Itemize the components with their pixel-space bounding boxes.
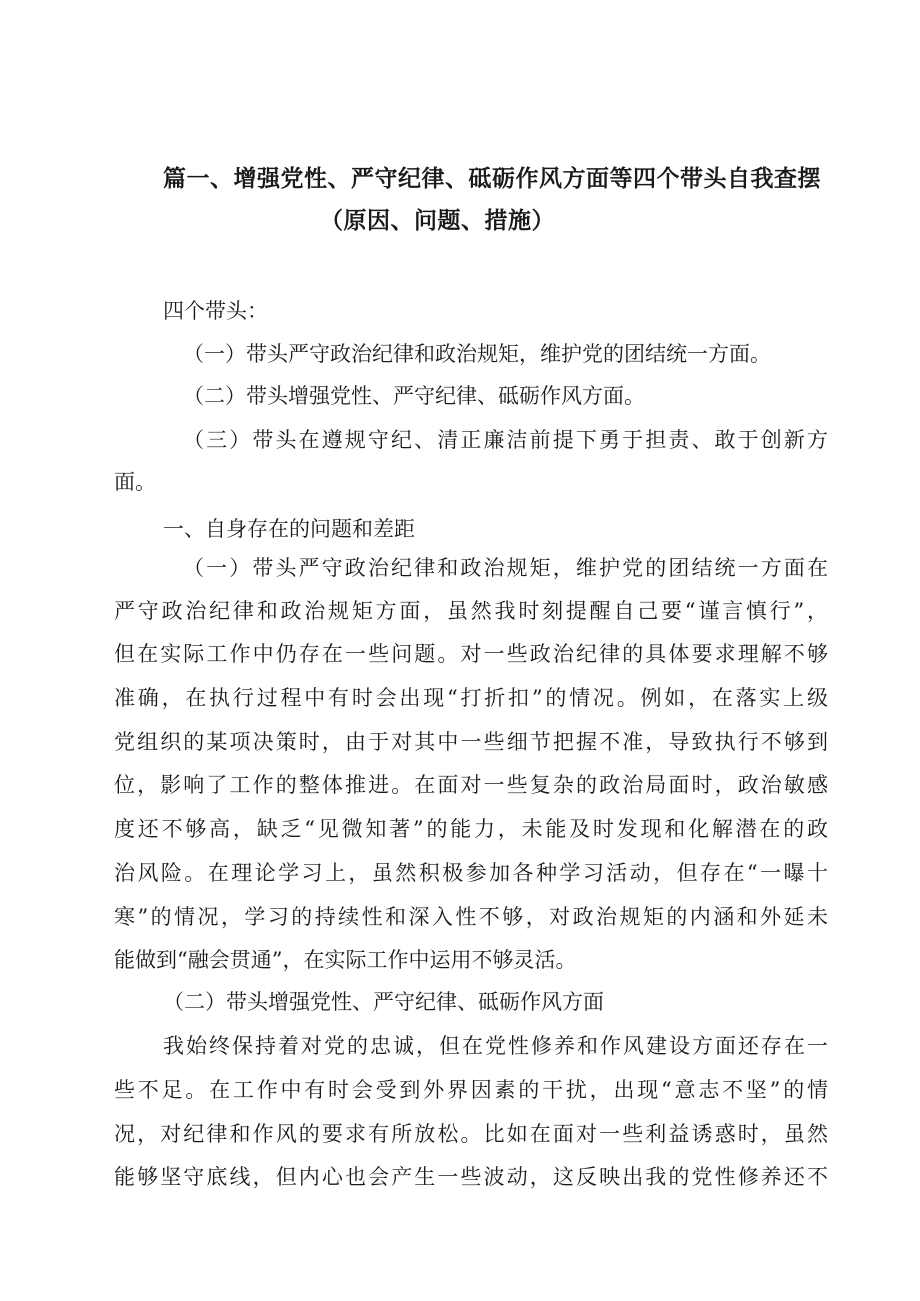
document-title-line-2: （原因、问题、措施） [320,208,555,234]
paragraph-line: 能做到“融会贯通”，在实际工作中运用不够灵活。 [114,948,577,972]
intro-label: 四个带头： [163,299,268,323]
paragraph-line: 但在实际工作中仍存在一些问题。对一些政治纪律的具体要求理解不够 [114,642,828,666]
paragraph-line: 准确，在执行过程中有时会出现“打折扣”的情况。例如，在落实上级 [114,686,828,710]
paragraph-line: 些不足。在工作中有时会受到外界因素的干扰，出现“意志不坚”的情 [114,1078,828,1102]
paragraph-line: 能够坚守底线，但内心也会产生一些波动，这反映出我的党性修养还不 [114,1165,828,1189]
paragraph-line: 位，影响了工作的整体推进。在面对一些复杂的政治局面时，政治敏感 [114,773,828,797]
intro-item-3-line-2: 面。 [114,470,156,494]
paragraph-line: 治风险。在理论学习上，虽然积极参加各种学习活动，但存在“一曝十 [114,861,828,885]
document-title-line-1: 篇一、增强党性、严守纪律、砥砺作风方面等四个带头自我查摆 [163,166,821,192]
paragraph-line: 党组织的某项决策时，由于对其中一些细节把握不准，导致执行不够到 [114,730,828,754]
paragraph-line: 况，对纪律和作风的要求有所放松。比如在面对一些利益诱惑时，虽然 [114,1122,828,1146]
intro-item-3-line-1: （三）带头在遵规守纪、清正廉洁前提下勇于担责、敢于创新方 [183,428,828,452]
paragraph-line: 度还不够高，缺乏“见微知著”的能力，未能及时发现和化解潜在的政 [114,817,828,841]
section-heading: 一、自身存在的问题和差距 [163,517,415,541]
paragraph-line: 严守政治纪律和政治规矩方面，虽然我时刻提醒自己要“谨言慎行”， [114,599,828,623]
paragraph-line: 我始终保持着对党的忠诚，但在党性修养和作风建设方面还存在一 [163,1034,828,1058]
intro-item-2: （二）带头增强党性、严守纪律、砥砺作风方面。 [183,384,645,408]
intro-item-1: （一）带头严守政治纪律和政治规矩，维护党的团结统一方面。 [183,342,771,366]
subsection-heading-2: （二）带头增强党性、严守纪律、砥砺作风方面 [163,990,604,1014]
paragraph-line: 寒”的情况，学习的持续性和深入性不够，对政治规矩的内涵和外延未 [114,905,828,929]
paragraph-line: （一）带头严守政治纪律和政治规矩，维护党的团结统一方面在 [183,556,828,580]
